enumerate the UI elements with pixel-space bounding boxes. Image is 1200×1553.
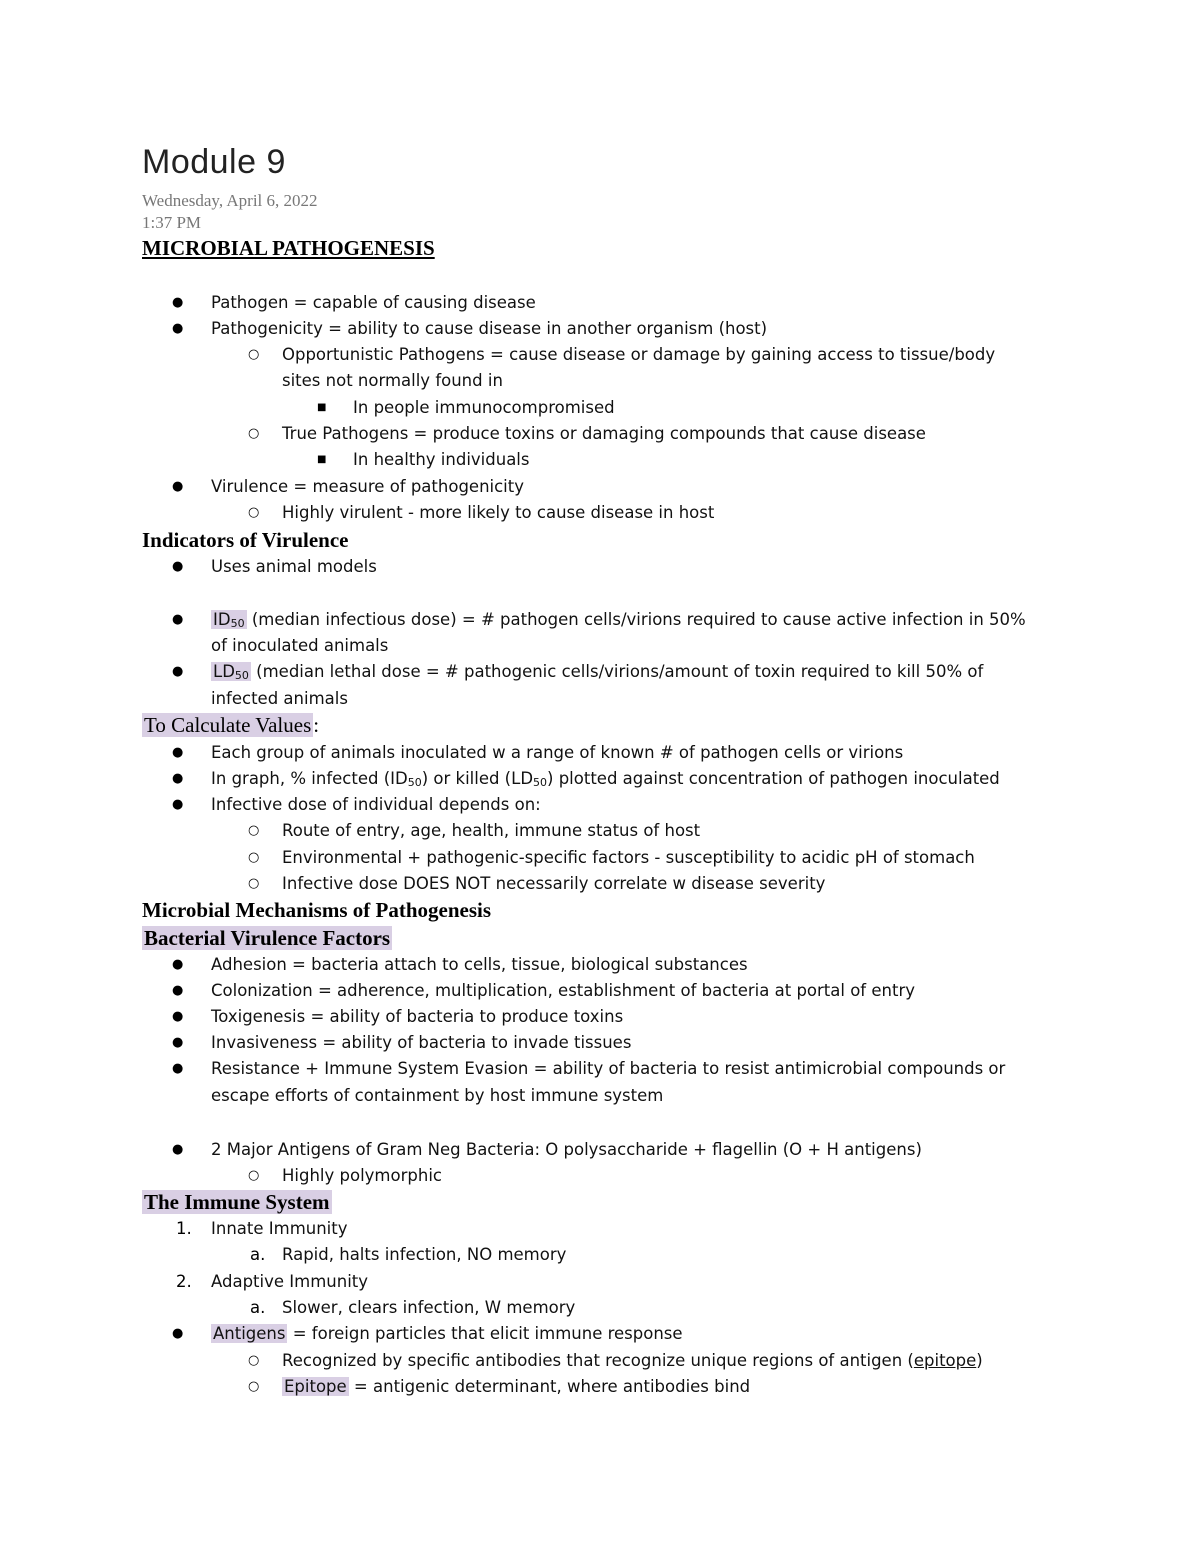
bullet-dot-icon: ● xyxy=(172,983,184,998)
list-item-continuation: escape efforts of containment by host immune system xyxy=(211,1086,664,1105)
id50-label: ID xyxy=(213,610,231,629)
bullet-circle-icon: ○ xyxy=(248,823,260,838)
bullet-dot-icon: ● xyxy=(172,295,184,310)
list-item: Pathogenicity = ability to cause disease in another organism (host) xyxy=(211,319,768,338)
ld50-subscript: 50 xyxy=(234,669,249,682)
list-item: Route of entry, age, health, immune status of host xyxy=(282,821,701,840)
underlined-epitope: epitope xyxy=(913,1351,977,1370)
heading-microbial-mechanisms: Microbial Mechanisms of Pathogenesis xyxy=(142,898,492,922)
heading-highlight: The Immune System xyxy=(144,1190,330,1214)
id50-subscript: 50 xyxy=(230,617,245,630)
bullet-square-icon: ■ xyxy=(317,454,327,465)
bullet-dot-icon: ● xyxy=(172,1142,184,1157)
list-item-recognized xyxy=(282,1348,983,1374)
list-item: Highly virulent - more likely to cause disease in host xyxy=(282,503,715,522)
list-item: Infective dose DOES NOT necessarily correlate w disease severity xyxy=(282,874,826,893)
id50-definition: (median infectious dose) = # pathogen cells/virions required to cause active infection in 50% xyxy=(246,610,1026,629)
list-item: Each group of animals inoculated w a range of known # of pathogen cells or virions xyxy=(211,743,904,762)
list-item: Uses animal models xyxy=(211,557,377,576)
bullet-circle-icon: ○ xyxy=(248,850,260,865)
list-item: Pathogen = capable of causing disease xyxy=(211,293,536,312)
highlight-id50 xyxy=(211,610,247,629)
page-title: Module 9 xyxy=(142,143,286,181)
list-item: Infective dose of individual depends on: xyxy=(211,795,541,814)
text-run: ) plotted against concentration of pathogen inoculated xyxy=(547,769,1000,788)
bullet-circle-icon: ○ xyxy=(248,347,260,362)
list-item-continuation: of inoculated animals xyxy=(211,636,389,655)
bullet-dot-icon: ● xyxy=(172,612,184,627)
list-item: Innate Immunity xyxy=(211,1219,348,1238)
list-number: 2. xyxy=(176,1272,192,1291)
list-item: Adaptive Immunity xyxy=(211,1272,369,1291)
subscript: 50 xyxy=(407,776,422,789)
list-item: Adhesion = bacteria attach to cells, tissue, biological substances xyxy=(211,955,748,974)
list-item: Colonization = adherence, multiplication, establishment of bacteria at portal of entry xyxy=(211,981,915,1000)
text-run: Recognized by specific antibodies that recognize unique regions of antigen ( xyxy=(282,1351,914,1370)
bullet-circle-icon: ○ xyxy=(248,1168,260,1183)
list-item: Rapid, halts infection, NO memory xyxy=(282,1245,567,1264)
list-item: 2 Major Antigens of Gram Neg Bacteria: O polysaccharide + flagellin (O + H antigens) xyxy=(211,1140,922,1159)
list-number: 1. xyxy=(176,1219,192,1238)
heading-to-calculate-values xyxy=(142,712,319,739)
antigens-definition: = foreign particles that elicit immune response xyxy=(287,1324,683,1343)
list-item: Invasiveness = ability of bacteria to invade tissues xyxy=(211,1033,632,1052)
bullet-dot-icon: ● xyxy=(172,771,184,786)
list-item: Opportunistic Pathogens = cause disease or damage by gaining access to tissue/body xyxy=(282,345,996,364)
heading-indicators-of-virulence: Indicators of Virulence xyxy=(142,528,349,552)
highlight-epitope: Epitope xyxy=(284,1377,347,1396)
heading-highlight: Bacterial Virulence Factors xyxy=(144,926,391,950)
bullet-circle-icon: ○ xyxy=(248,876,260,891)
bullet-dot-icon: ● xyxy=(172,1009,184,1024)
ld50-label: LD xyxy=(213,662,235,681)
heading-microbial-pathogenesis: MICROBIAL PATHOGENESIS xyxy=(142,236,435,260)
list-item: Resistance + Immune System Evasion = ability of bacteria to resist antimicrobial compounds or xyxy=(211,1059,1006,1078)
bullet-dot-icon: ● xyxy=(172,797,184,812)
list-item: Slower, clears infection, W memory xyxy=(282,1298,576,1317)
list-item-continuation: sites not normally found in xyxy=(282,371,503,390)
text-run: ) or killed (LD xyxy=(421,769,534,788)
list-letter: a. xyxy=(250,1298,266,1317)
page-time: 1:37 PM xyxy=(142,213,202,232)
heading-bacterial-virulence-factors xyxy=(142,925,392,952)
subscript: 50 xyxy=(533,776,548,789)
list-item: Virulence = measure of pathogenicity xyxy=(211,477,525,496)
bullet-circle-icon: ○ xyxy=(248,1379,260,1394)
list-item: True Pathogens = produce toxins or damaging compounds that cause disease xyxy=(282,424,926,443)
list-item: Environmental + pathogenic-specific factors - susceptibility to acidic pH of stomach xyxy=(282,848,975,867)
heading-highlight: To Calculate Values xyxy=(144,713,312,737)
list-item: Toxigenesis = ability of bacteria to produce toxins xyxy=(211,1007,624,1026)
bullet-circle-icon: ○ xyxy=(248,1353,260,1368)
bullet-dot-icon: ● xyxy=(172,664,184,679)
bullet-circle-icon: ○ xyxy=(248,426,260,441)
list-item-continuation: infected animals xyxy=(211,689,348,708)
highlight-ld50 xyxy=(211,662,251,681)
bullet-dot-icon: ● xyxy=(172,321,184,336)
text-run: ) xyxy=(976,1351,983,1370)
list-item-antigens xyxy=(211,1321,683,1347)
epitope-definition: = antigenic determinant, where antibodies bind xyxy=(348,1377,751,1396)
bullet-dot-icon: ● xyxy=(172,479,184,494)
text-run: In graph, % infected (ID xyxy=(211,769,408,788)
bullet-dot-icon: ● xyxy=(172,957,184,972)
list-item-id50 xyxy=(211,607,1026,633)
bullet-square-icon: ■ xyxy=(317,402,327,413)
ld50-definition: (median lethal dose = # pathogenic cells/virions/amount of toxin required to kill 50% of xyxy=(250,662,984,681)
list-letter: a. xyxy=(250,1245,266,1264)
list-item: Highly polymorphic xyxy=(282,1166,442,1185)
bullet-circle-icon: ○ xyxy=(248,505,260,520)
list-item: In healthy individuals xyxy=(353,450,530,469)
bullet-dot-icon: ● xyxy=(172,1326,184,1341)
list-item-epitope xyxy=(282,1374,750,1400)
list-item-ld50 xyxy=(211,659,983,685)
highlight-antigens: Antigens xyxy=(213,1324,286,1343)
bullet-dot-icon: ● xyxy=(172,1061,184,1076)
page-date: Wednesday, April 6, 2022 xyxy=(142,191,318,210)
heading-immune-system xyxy=(142,1189,332,1216)
list-item: In people immunocompromised xyxy=(353,398,615,417)
heading-suffix: : xyxy=(313,713,320,737)
bullet-dot-icon: ● xyxy=(172,1035,184,1050)
bullet-dot-icon: ● xyxy=(172,745,184,760)
list-item-graph xyxy=(211,766,1000,792)
bullet-dot-icon: ● xyxy=(172,559,184,574)
